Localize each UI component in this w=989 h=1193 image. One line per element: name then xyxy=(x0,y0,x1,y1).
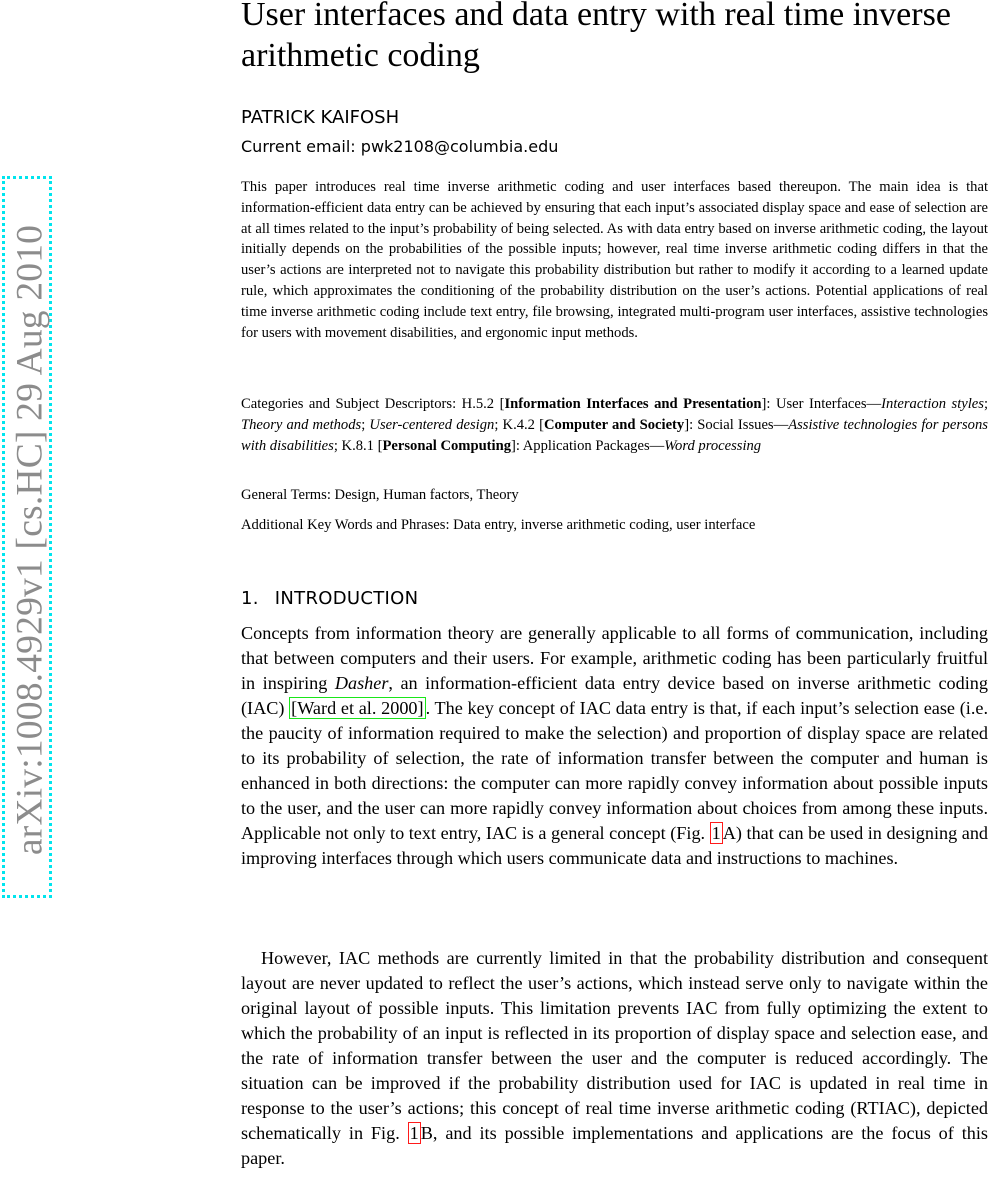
category-3-title: Personal Computing xyxy=(382,437,512,454)
category-2-prefix: ; K.4.2 [ xyxy=(494,416,544,433)
separator: ; xyxy=(983,396,989,412)
section-title: INTRODUCTION xyxy=(274,588,419,609)
figure-link[interactable]: 1 xyxy=(409,1123,419,1144)
intro-text: However, IAC methods are currently limited in that the probability distribution and consequent layout are never updated to reflect the user’s actions, which instead serve only to navigate within the original layout of possible inputs. This limitation prevents IAC from fully optimizing the extent to which the probability of an input is reflected in its proportion of display space and selection ease, and the rate of information transfer between the user and the computer is reduced accordingly. The situation can be improved if the probability distribution used for IAC is updated in real time in response to the user’s actions; this concept of real time inverse arithmetic coding (RTIAC), depicted schematically in Fig. xyxy=(241,948,988,1144)
intro-text: Concepts from information theory are generally applicable to all forms of communication, including that between computers and their users. For example, arithmetic coding has been particularly fruitful in inspiring xyxy=(241,623,988,694)
category-2-title: Computer and Society xyxy=(544,416,685,433)
category-3-rest: ]: Application Packages— xyxy=(511,437,665,454)
separator: ; xyxy=(361,416,370,433)
section-heading xyxy=(241,586,418,612)
figure-link[interactable]: 1 xyxy=(711,823,721,844)
author-email: Current email: pwk2108@columbia.edu xyxy=(241,137,559,156)
category-1-item-2: Theory and methods xyxy=(241,416,362,433)
category-1-rest: ]: User Interfaces— xyxy=(761,396,882,412)
abstract: This paper introduces real time inverse arithmetic coding and user interfaces based thereupon. The main idea is that information-efficient data entry can be achieved by ensuring that each input’s associated display space and ease of selection are at all times related to the input’s probability of being selected. As with data entry based on inverse arithmetic coding, the layout initially depends on the probabilities of the possible inputs; however, real time inverse arithmetic coding differs in that the user’s actions are interpreted not to navigate this probability distribution but rather to modify it according to a learned update rule, which approximates the conditioning of the probability distribution on the user’s actions. Potential applications of real time inverse arithmetic coding include text entry, file browsing, integrated multi-program user interfaces, assistive technologies for users with movement disabilities, and ergonomic input methods. xyxy=(241,179,988,341)
intro-text: B, and its possible implementations and applications are the focus of this paper. xyxy=(241,1123,988,1169)
citation-link[interactable]: [Ward et al. 2000] xyxy=(291,698,424,719)
category-1-item-3: User-centered design xyxy=(369,416,495,433)
arxiv-stamp-frame xyxy=(2,176,52,898)
categories-prefix: Categories and Subject Descriptors: H.5.2 [ xyxy=(241,396,505,412)
intro-text: A) that can be used in designing and improving interfaces through which users communicate data and instructions to machines. xyxy=(241,823,989,869)
intro-paragraph-2 xyxy=(241,946,988,1171)
general-terms: General Terms: Design, Human factors, Theory xyxy=(241,487,519,503)
dasher-term: Dasher xyxy=(334,673,389,694)
section-number: 1. xyxy=(241,588,259,609)
author-name: PATRICK KAIFOSH xyxy=(241,107,400,128)
arxiv-stamp[interactable]: arXiv:1008.4929v1 [cs.HC] 29 Aug 2010 xyxy=(9,224,51,856)
category-2-item: Assistive technologies for persons with disabilities xyxy=(241,416,988,454)
category-1-title: Information Interfaces and Presentation xyxy=(504,396,762,412)
category-3-prefix: ; K.8.1 [ xyxy=(333,437,383,454)
paper-title: User interfaces and data entry with real time inverse arithmetic coding xyxy=(241,0,951,74)
subject-descriptors xyxy=(241,394,988,456)
intro-text: . The key concept of IAC data entry is that, if each input’s selection ease (i.e. the paucity of information required to make the selection) and proportion of display space are related to its probability of selection, the rate of information transfer between the computer and human is enhanced in both directions: the computer can more rapidly convey information about possible inputs to the user, and the user can more rapidly convey information about choices from among these inputs. Applicable not only to text entry, IAC is a general concept (Fig. xyxy=(241,698,989,844)
intro-text: , an information-efficient data entry device based on inverse arithmetic coding (IAC) xyxy=(241,673,988,719)
intro-paragraph-1 xyxy=(241,621,988,871)
category-3-item: Word processing xyxy=(664,437,762,454)
category-2-rest: ]: Social Issues— xyxy=(684,416,789,433)
category-1-item-1: Interaction styles xyxy=(881,396,984,412)
keywords: Additional Key Words and Phrases: Data entry, inverse arithmetic coding, user interface xyxy=(241,517,756,533)
